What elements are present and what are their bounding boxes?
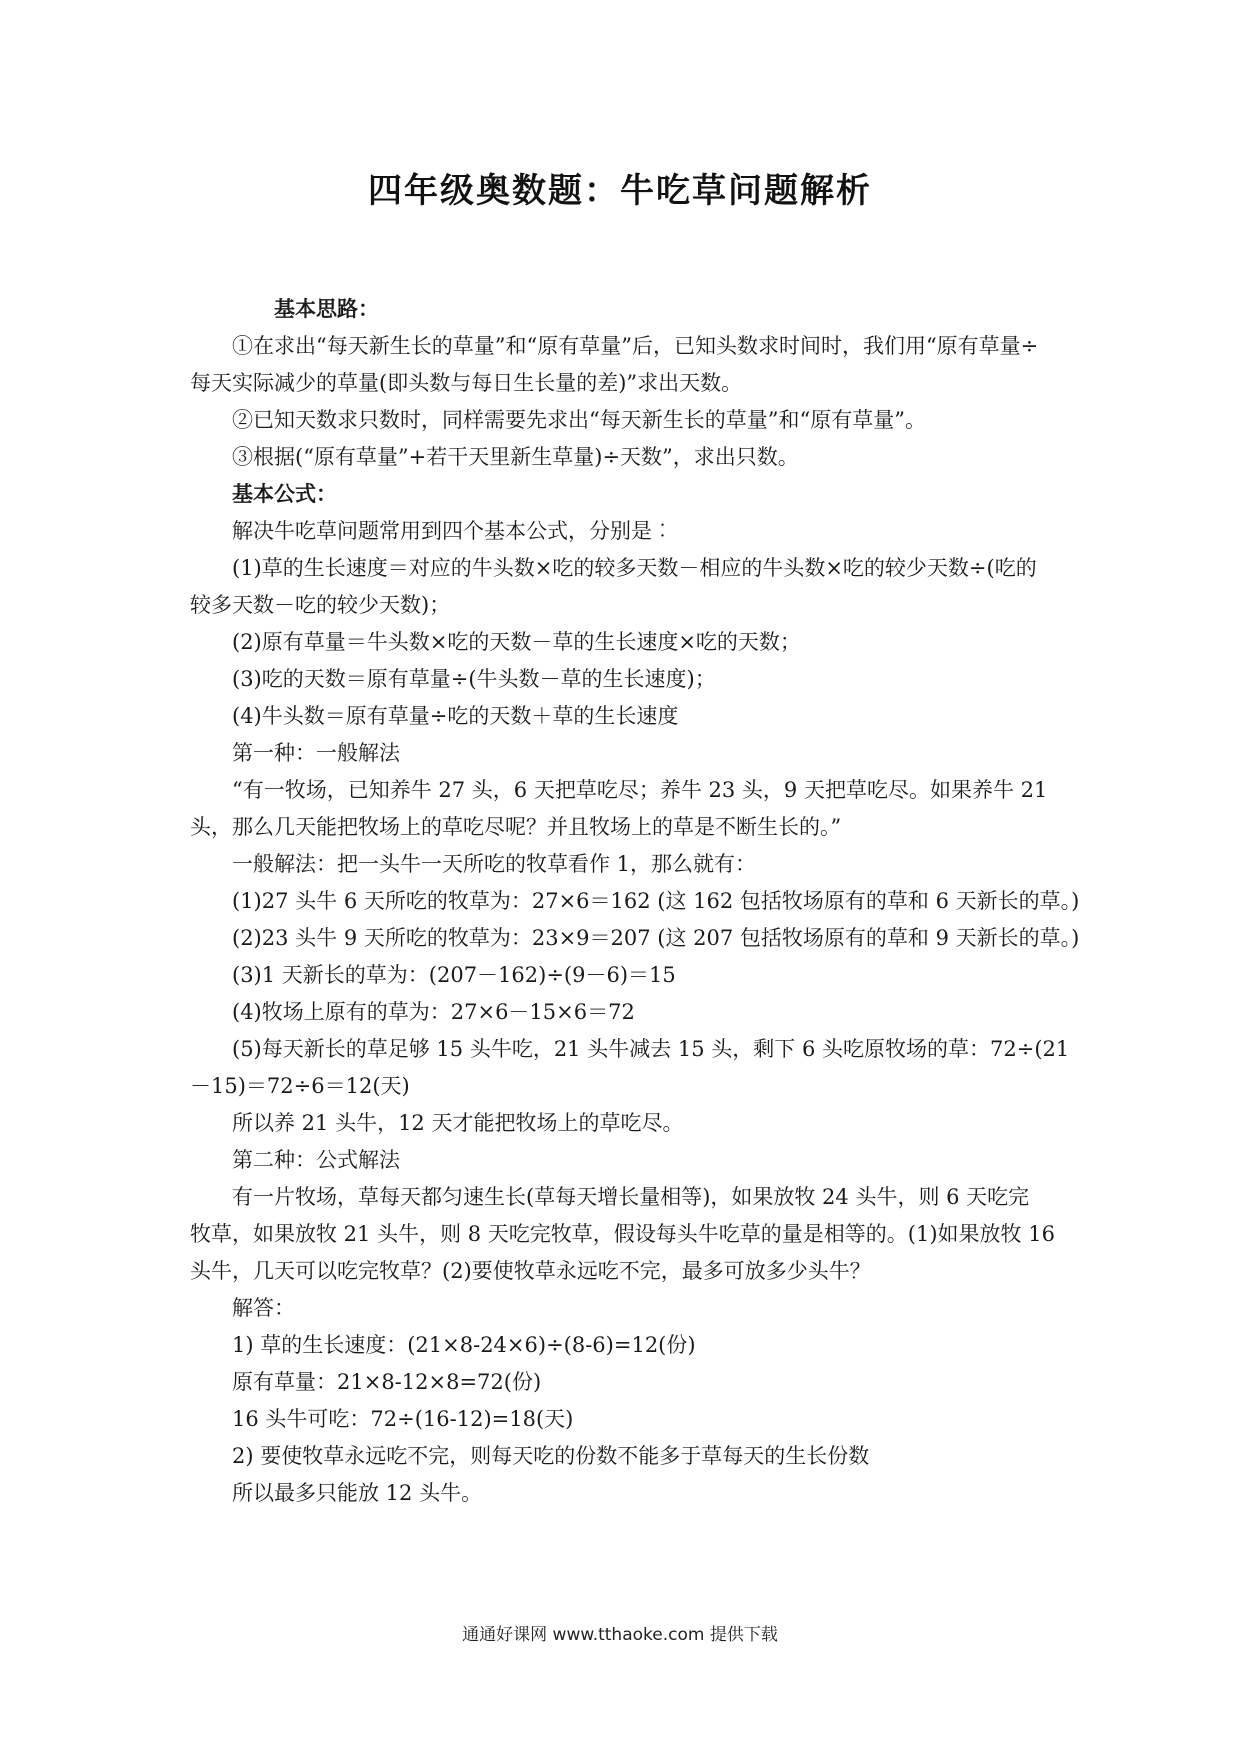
text-line: 第二种：公式解法 bbox=[232, 1148, 400, 1172]
text-line: 所以最多只能放 12 头牛。 bbox=[232, 1481, 483, 1505]
text-line: 第一种：一般解法 bbox=[232, 741, 400, 765]
text-line: 所以养 21 头牛，12 天才能把牧场上的草吃尽。 bbox=[232, 1111, 684, 1135]
document-body bbox=[190, 291, 1080, 1512]
text-line: (2)23 头牛 9 天所吃的牧草为：23×9＝207 (这 207 包括牧场原有的草和 9 天新长的草。) bbox=[232, 926, 1080, 950]
text-line: 头牛，几天可以吃完牧草？(2)要使牧草永远吃不完，最多可放多少头牛？ bbox=[190, 1259, 871, 1283]
text-line: (3)1 天新长的草为：(207－162)÷(9－6)＝15 bbox=[232, 963, 676, 987]
text-line: (3)吃的天数＝原有草量÷(牛头数－草的生长速度)； bbox=[232, 667, 716, 691]
text-line: (4)牧场上原有的草为：27×6－15×6＝72 bbox=[232, 1000, 635, 1024]
page-footer: 通通好课网 www.tthaoke.com 提供下载 bbox=[462, 1625, 778, 1645]
text-line: 原有草量：21×8-12×8=72(份) bbox=[232, 1370, 542, 1394]
text-line: 较多天数－吃的较少天数)； bbox=[190, 593, 451, 617]
text-line: (2)原有草量＝牛头数×吃的天数－草的生长速度×吃的天数； bbox=[232, 630, 801, 654]
text-line: 1) 草的生长速度：(21×8-24×6)÷(8-6)=12(份) bbox=[232, 1333, 696, 1357]
text-line: (5)每天新长的草足够 15 头牛吃，21 头牛减去 15 头，剩下 6 头吃原牧场的草：72÷(21 bbox=[232, 1037, 1070, 1061]
text-line: ③根据(“原有草量”+若干天里新生草量)÷天数”，求出只数。 bbox=[232, 445, 799, 469]
section-heading: 基本思路： bbox=[274, 297, 379, 321]
text-line: 一般解法：把一头牛一天所吃的牧草看作 1，那么就有： bbox=[232, 852, 757, 876]
text-line: 有一片牧场，草每天都匀速生长(草每天增长量相等)，如果放牧 24 头牛，则 6 天吃完 bbox=[232, 1185, 1030, 1209]
text-line: “有一牧场，已知养牛 27 头，6 天把草吃尽；养牛 23 头，9 天把草吃尽。如果养牛 21 bbox=[232, 778, 1048, 802]
text-line: ①在求出“每天新生长的草量”和“原有草量”后，已知头数求时间时，我们用“原有草量÷ bbox=[232, 334, 1039, 358]
text-line: 解答： bbox=[232, 1296, 295, 1320]
text-line: ②已知天数求只数时，同样需要先求出“每天新生长的草量”和“原有草量”。 bbox=[232, 408, 926, 432]
text-line: (4)牛头数＝原有草量÷吃的天数＋草的生长速度 bbox=[232, 704, 679, 728]
text-line: 解决牛吃草问题常用到四个基本公式，分别是︰ bbox=[232, 519, 673, 543]
section-heading: 基本公式： bbox=[232, 482, 337, 506]
document-title: 四年级奥数题：牛吃草问题解析 bbox=[368, 171, 872, 211]
text-line: (1)27 头牛 6 天所吃的牧草为：27×6＝162 (这 162 包括牧场原有的草和 6 天新长的草。) bbox=[232, 889, 1080, 913]
text-line: 头，那么几天能把牧场上的草吃尽呢？并且牧场上的草是不断生长的。” bbox=[190, 815, 842, 839]
text-line: 16 头牛可吃：72÷(16-12)=18(天) bbox=[232, 1407, 574, 1431]
text-line: 牧草，如果放牧 21 头牛，则 8 天吃完牧草，假设每头牛吃草的量是相等的。(1)如果放牧 16 bbox=[190, 1222, 1055, 1246]
text-line: (1)草的生长速度＝对应的牛头数×吃的较多天数－相应的牛头数×吃的较少天数÷(吃的 bbox=[232, 556, 1037, 580]
text-line: －15)＝72÷6＝12(天) bbox=[190, 1074, 410, 1098]
text-line: 2) 要使牧草永远吃不完，则每天吃的份数不能多于草每天的生长份数 bbox=[232, 1444, 870, 1468]
text-line: 每天实际减少的草量(即头数与每日生长量的差)”求出天数。 bbox=[190, 371, 743, 395]
